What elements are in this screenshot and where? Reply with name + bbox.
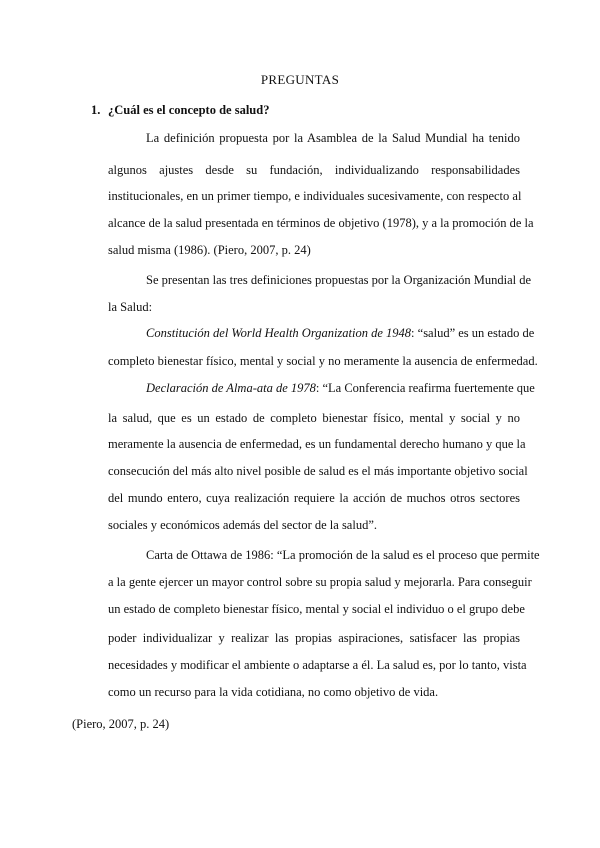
definition1-line bbox=[146, 325, 535, 341]
paragraph2-line: la Salud: bbox=[108, 300, 153, 314]
definition2-line: consecución del más alto nivel posible de salud es el más importante objetivo social bbox=[108, 464, 528, 478]
definition2-text: : “La Conferencia reafirma fuertemente que bbox=[315, 381, 535, 395]
definition3-line: un estado de completo bienestar físico, mental y social el individuo o el grupo debe bbox=[108, 602, 525, 616]
definition2-line: la salud, que es un estado de completo bienestar físico, mental y social y no bbox=[108, 411, 520, 425]
paragraph1-line: alcance de la salud presentada en términos de objetivo (1978), y a la promoción de la bbox=[108, 216, 534, 230]
question-heading: ¿Cuál es el concepto de salud? bbox=[108, 103, 270, 117]
definition1-line: completo bienestar físico, mental y social y no meramente la ausencia de enfermedad. bbox=[108, 354, 538, 368]
paragraph2-line: Se presentan las tres definiciones propuestas por la Organización Mundial de bbox=[146, 273, 532, 287]
paragraph1-line: La definición propuesta por la Asamblea de la Salud Mundial ha tenido bbox=[146, 131, 520, 145]
definition3-line: necesidades y modificar el ambiente o adaptarse a él. La salud es, por lo tanto, vista bbox=[108, 658, 527, 672]
definition1-source: Constitución del World Health Organization de 1948 bbox=[146, 326, 412, 340]
citation: (Piero, 2007, p. 24) bbox=[72, 717, 170, 731]
definition2-line: meramente la ausencia de enfermedad, es un fundamental derecho humano y que la bbox=[108, 437, 526, 451]
definition1-text: : “salud” es un estado de bbox=[411, 326, 535, 340]
definition2-line: sociales y económicos además del sector de la salud”. bbox=[108, 518, 378, 532]
definition3-line: poder individualizar y realizar las propias aspiraciones, satisfacer las propias bbox=[108, 631, 520, 645]
definition2-line: del mundo entero, cuya realización requiere la acción de muchos otros sectores bbox=[108, 491, 520, 505]
definition2-source: Declaración de Alma-ata de 1978 bbox=[146, 381, 316, 395]
paragraph1-line: institucionales, en un primer tiempo, e individuales sucesivamente, con respecto al bbox=[108, 189, 522, 203]
paragraph1-line: salud misma (1986). (Piero, 2007, p. 24) bbox=[108, 243, 311, 257]
page-title: PREGUNTAS bbox=[260, 72, 340, 87]
paragraph1-line: algunos ajustes desde su fundación, individualizando responsabilidades bbox=[108, 163, 520, 177]
definition3-line: a la gente ejercer un mayor control sobre su propia salud y mejorarla. Para conseguir bbox=[108, 575, 532, 589]
definition2-line bbox=[146, 380, 535, 396]
definition3-line: como un recurso para la vida cotidiana, no como objetivo de vida. bbox=[108, 685, 439, 699]
question-number: 1. bbox=[91, 103, 101, 117]
definition3-line: Carta de Ottawa de 1986: “La promoción de la salud es el proceso que permite bbox=[146, 548, 540, 562]
